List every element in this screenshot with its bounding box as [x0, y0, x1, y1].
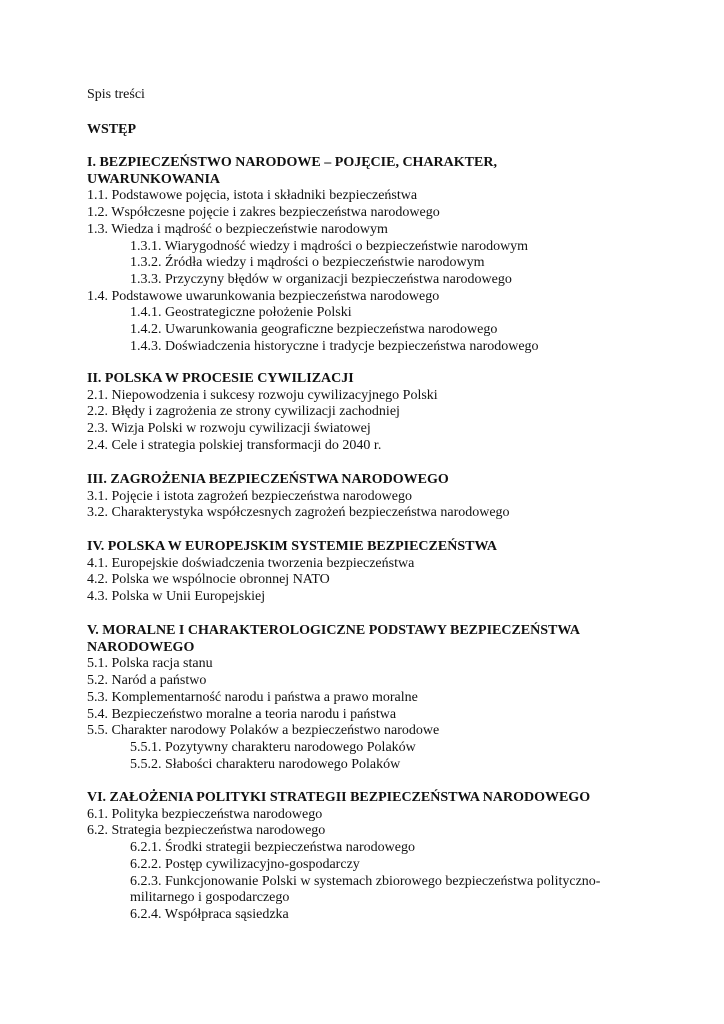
toc-section: 4.3. Polska w Unii Europejskiej [87, 589, 266, 605]
toc-section: 5.2. Naród a państwo [87, 673, 207, 689]
toc-subsection: 1.4.2. Uwarunkowania geograficzne bezpieczeństwa narodowego [130, 322, 498, 337]
toc-subsection: 6.2.2. Postęp cywilizacyjno-gospodarczy [130, 856, 360, 872]
toc-subsection: 5.5.1. Pozytywny charakteru narodowego Polaków [130, 739, 416, 755]
toc-section: 2.4. Cele i strategia polskiej transformacji do 2040 r. [87, 437, 382, 453]
chapter-heading: VI. ZAŁOŻENIA POLITYKI STRATEGII BEZPIECZEŃSTWA NARODOWEGO [87, 790, 591, 805]
toc-subsection: 1.4.1. Geostrategiczne położenie Polski [130, 305, 352, 321]
toc-section: 1.3. Wiedza i mądrość o bezpieczeństwie narodowym [87, 221, 388, 237]
toc-subsection: 6.2.4. Współpraca sąsiedzka [130, 906, 289, 922]
toc-subsection: 1.3.2. Źródła wiedzy i mądrości o bezpieczeństwie narodowym [130, 255, 485, 271]
chapter-heading: IV. POLSKA W EUROPEJSKIM SYSTEMIE BEZPIECZEŃSTWA [87, 539, 498, 554]
intro-heading: WSTĘP [87, 122, 137, 137]
toc-section: 1.4. Podstawowe uwarunkowania bezpieczeństwa narodowego [87, 288, 440, 304]
toc-subsection: 6.2.1. Środki strategii bezpieczeństwa narodowego [130, 840, 415, 856]
toc-section: 2.3. Wizja Polski w rozwoju cywilizacji światowej [87, 421, 371, 437]
toc-subsection: 1.4.3. Doświadczenia historyczne i tradycje bezpieczeństwa narodowego [130, 338, 539, 354]
chapter-heading: I. BEZPIECZEŃSTWO NARODOWE – POJĘCIE, CHARAKTER, [87, 155, 497, 170]
chapter-heading: NARODOWEGO [87, 639, 195, 655]
toc-section: 3.1. Pojęcie i istota zagrożeń bezpieczeństwa narodowego [87, 488, 412, 504]
chapter-heading: V. MORALNE I CHARAKTEROLOGICZNE PODSTAWY BEZPIECZEŃSTWA [87, 623, 580, 638]
toc-section: 1.2. Współczesne pojęcie i zakres bezpieczeństwa narodowego [87, 205, 440, 221]
toc-section: 3.2. Charakterystyka współczesnych zagrożeń bezpieczeństwa narodowego [87, 505, 510, 521]
toc-subsection: 1.3.3. Przyczyny błędów w organizacji bezpieczeństwa narodowego [130, 271, 512, 287]
toc-section: 5.1. Polska racja stanu [87, 656, 213, 672]
toc-section: 2.2. Błędy i zagrożenia ze strony cywilizacji zachodniej [87, 404, 400, 420]
toc-section: 2.1. Niepowodzenia i sukcesy rozwoju cywilizacyjnego Polski [87, 387, 438, 403]
chapter-heading: II. POLSKA W PROCESIE CYWILIZACJI [87, 371, 354, 386]
toc-subsection: 1.3.1. Wiarygodność wiedzy i mądrości o bezpieczeństwie narodowym [130, 238, 529, 254]
toc-section: 4.1. Europejskie doświadczenia tworzenia bezpieczeństwa [87, 555, 415, 571]
toc-title: Spis treści [87, 87, 145, 102]
toc-subsection: 6.2.3. Funkcjonowanie Polski w systemach zbiorowego bezpieczeństwa polityczno- [130, 873, 601, 889]
chapter-heading: III. ZAGROŻENIA BEZPIECZEŃSTWA NARODOWEGO [87, 472, 449, 487]
toc-section: 6.1. Polityka bezpieczeństwa narodowego [87, 806, 323, 822]
toc-section: 5.4. Bezpieczeństwo moralne a teoria narodu i państwa [87, 706, 397, 722]
chapter-heading: UWARUNKOWANIA [87, 171, 221, 187]
toc-section: 4.2. Polska we wspólnocie obronnej NATO [87, 572, 330, 588]
toc-subsection: 5.5.2. Słabości charakteru narodowego Polaków [130, 756, 401, 772]
toc-section: 1.1. Podstawowe pojęcia, istota i składniki bezpieczeństwa [87, 188, 418, 204]
toc-section: 6.2. Strategia bezpieczeństwa narodowego [87, 823, 326, 839]
toc-subsection: militarnego i gospodarczego [130, 890, 290, 906]
toc-section: 5.5. Charakter narodowy Polaków a bezpieczeństwo narodowe [87, 723, 440, 739]
toc-section: 5.3. Komplementarność narodu i państwa a prawo moralne [87, 689, 418, 705]
